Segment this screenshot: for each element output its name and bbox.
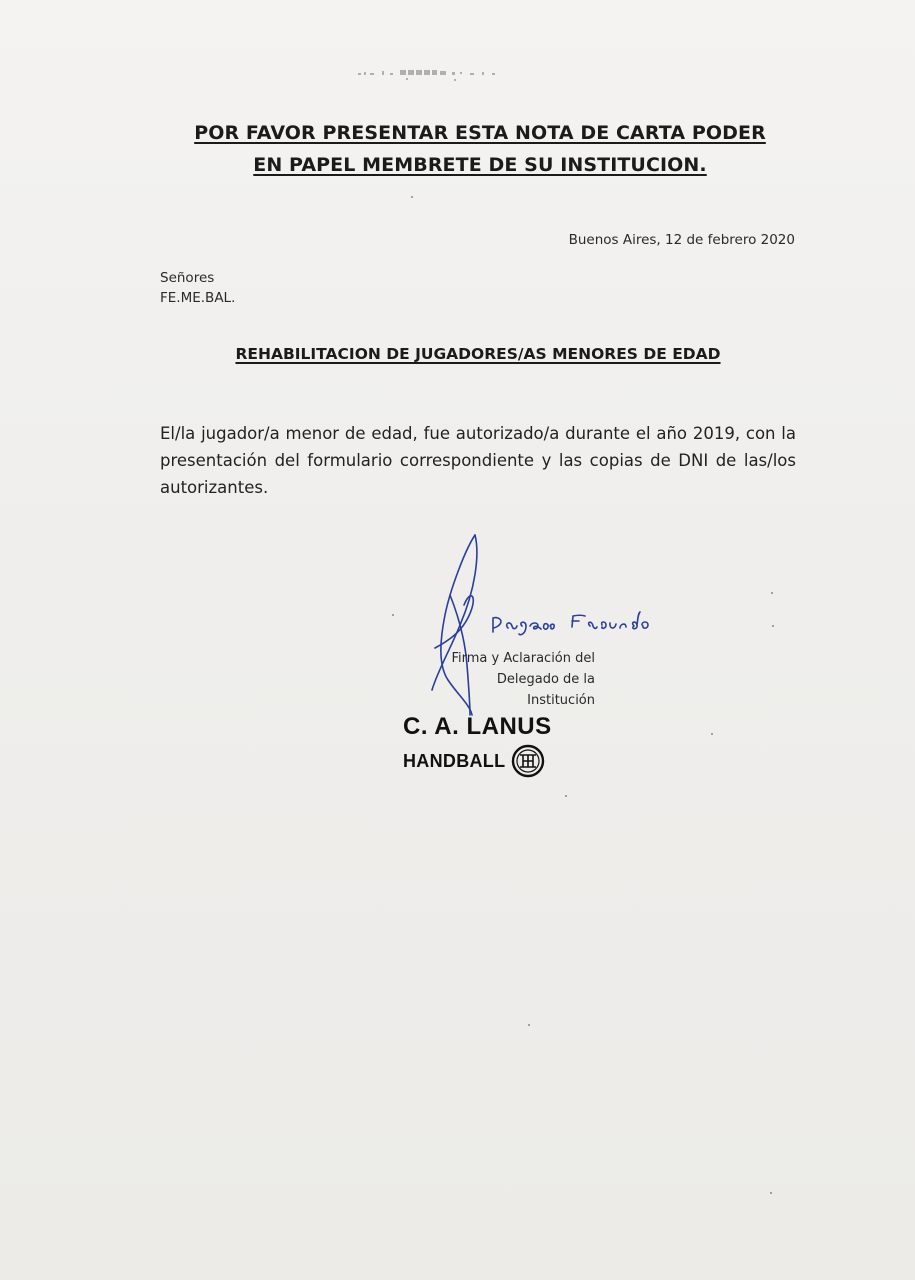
signature-caption-line2: Delegado de la Institución	[496, 672, 595, 708]
stamp-sport-name: HANDBALL	[403, 750, 506, 771]
letter-subject	[160, 345, 796, 363]
paper-speck	[565, 795, 567, 797]
addressee-salutation: Señores	[160, 270, 215, 286]
club-crest-icon	[511, 744, 545, 778]
paper-speck	[770, 1192, 772, 1194]
letter-body: El/la jugador/a menor de edad, fue autorizado/a durante el año 2019, con la presentación del formulario correspondiente y las copias de DNI de las/los autorizantes.	[160, 424, 796, 497]
institution-stamp	[403, 712, 573, 778]
notice-title	[120, 117, 840, 181]
print-smudge	[356, 66, 506, 82]
letter-date: Buenos Aires, 12 de febrero 2020	[568, 232, 795, 248]
stamp-club-name: C. A. LANUS	[403, 713, 552, 740]
stamp-sport-row	[403, 744, 573, 778]
addressee	[160, 268, 235, 308]
signature-caption-line1: Firma y Aclaración del	[451, 651, 595, 666]
notice-title-line2: EN PAPEL MEMBRETE DE SU INSTITUCION.	[253, 154, 707, 176]
addressee-organization: FE.ME.BAL.	[160, 290, 236, 306]
letter-subject-text: REHABILITACION DE JUGADORES/AS MENORES DE EDAD	[235, 345, 721, 363]
paper-speck	[771, 592, 773, 594]
paper-speck	[392, 614, 394, 616]
paper-speck	[528, 1024, 530, 1026]
paper-speck	[772, 625, 774, 627]
paper-speck	[411, 196, 413, 198]
notice-title-line1: POR FAVOR PRESENTAR ESTA NOTA DE CARTA PODER	[194, 122, 766, 144]
paper-speck	[711, 733, 713, 735]
signature-caption	[425, 648, 595, 711]
